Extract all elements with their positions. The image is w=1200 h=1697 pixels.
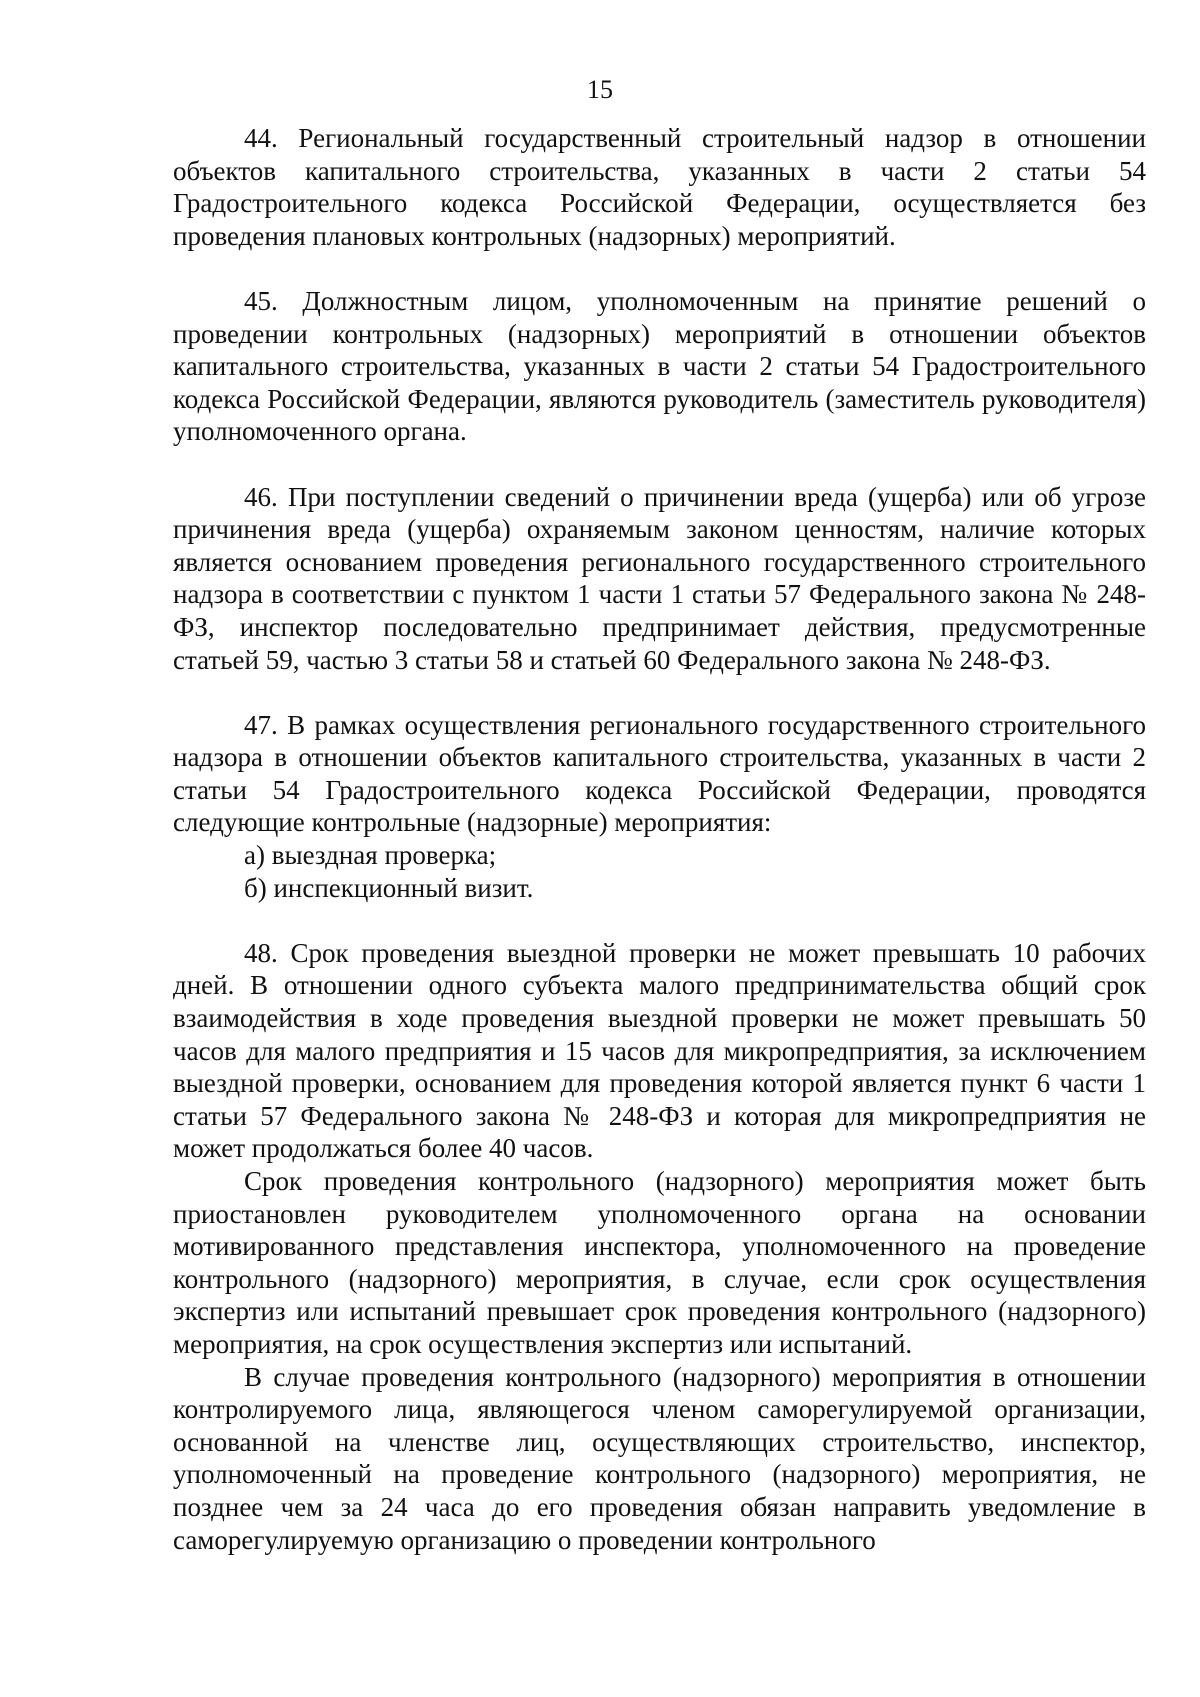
paragraph-48-sro-notice: В случае проведения контрольного (надзорного) мероприятия в отношении контролируемого лица, являющегося членом саморегулируемой организации, основанной на членстве лиц, осуществляющих строительство, инспектор, уполномоченный на проведение контрольного (надзорного) мероприятия, не позднее чем за 24 часа до его проведения обязан направить уведомление в саморегулируемую организацию о проведении контрольного	[173, 1361, 1146, 1555]
paragraph-46: 46. При поступлении сведений о причинении вреда (ущерба) или об угрозе причинения вреда (ущерба) охраняемым законом ценностям, наличие которых является основанием проведения регионального государственного строительного надзора в соответствии с пунктом 1 части 1 статьи 57 Федерального закона № 248-ФЗ, инспектор последовательно предпринимает действия, предусмотренные статьей 59, частью 3 статьи 58 и статьей 60 Федерального закона № 248-ФЗ.	[173, 481, 1146, 675]
paragraph-44: 44. Региональный государственный строительный надзор в отношении объектов капитального строительства, указанных в части 2 статьи 54 Градостроительного кодекса Российской Федерации, осуществляется без проведения плановых контрольных (надзорных) мероприятий.	[173, 123, 1146, 251]
list-item-a: а) выездная проверка;	[244, 840, 497, 871]
document-body	[173, 122, 1146, 1556]
paragraph-45: 45. Должностным лицом, уполномоченным на принятие решений о проведении контрольных (надзорных) мероприятий в отношении объектов капитального строительства, указанных в части 2 статьи 54 Градостроительного кодекса Российской Федерации, являются руководитель (заместитель руководителя) уполномоченного органа.	[173, 285, 1146, 447]
paragraph-48: 48. Срок проведения выездной проверки не может превышать 10 рабочих дней. В отношении одного субъекта малого предпринимательства общий срок взаимодействия в ходе проведения выездной проверки не может превышать 50 часов для малого предприятия и 15 часов для микропредприятия, за исключением выездной проверки, основанием для проведения которой является пункт 6 части 1 статьи 57 Федерального закона № 248-ФЗ и которая для микропредприятия не может продолжаться более 40 часов.	[173, 937, 1146, 1164]
page-number: 15	[587, 75, 613, 104]
list-item-b: б) инспекционный визит.	[244, 872, 534, 903]
paragraph-48-suspension: Срок проведения контрольного (надзорного) мероприятия может быть приостановлен руководителем уполномоченного органа на основании мотивированного представления инспектора, уполномоченного на проведение контрольного (надзорного) мероприятия, в случае, если срок осуществления экспертиз или испытаний превышает срок проведения контрольного (надзорного) мероприятия, на срок осуществления экспертиз или испытаний.	[173, 1166, 1146, 1359]
paragraph-47: 47. В рамках осуществления регионального государственного строительного надзора в отношении объектов капитального строительства, указанных в части 2 статьи 54 Градостроительного кодекса Российской Федерации, проводятся следующие контрольные (надзорные) мероприятия:	[173, 709, 1146, 838]
